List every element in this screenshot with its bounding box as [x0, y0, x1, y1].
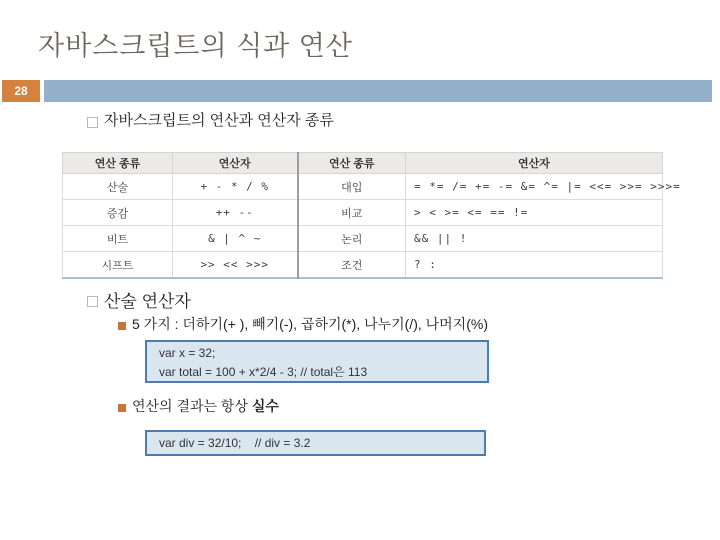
cell-operators: ++ --: [173, 200, 298, 226]
page-number-badge: 28: [2, 80, 40, 102]
code-box-div: [145, 430, 486, 456]
bullet-operator-types: 자바스크립트의 연산과 연산자 종류: [104, 112, 334, 129]
col-header-operation-type-left: 연산 종류: [63, 153, 173, 174]
level2-bullet-icon: [118, 322, 126, 330]
level1-bullet-icon: [87, 117, 98, 128]
bullet-five-kinds: 5 가지 : 더하기(+ ), 빼기(-), 곱하기(*), 나누기(/), 나머지(%): [132, 316, 488, 332]
code-box-total: [145, 340, 489, 383]
operator-table: [62, 152, 681, 279]
cell-type: 비교: [298, 200, 406, 226]
table-row: [63, 226, 663, 252]
table-row: [63, 200, 663, 226]
code-line: var total = 100 + x*2/4 - 3; // total은 113: [159, 365, 368, 379]
cell-type: 논리: [298, 226, 406, 252]
bullet-result-real-number: [132, 396, 279, 416]
code-line: var div = 32/10; // div = 3.2: [159, 436, 311, 450]
cell-operators: >> << >>>: [173, 252, 298, 279]
bullet-arithmetic-operators: 산술 연산자: [104, 292, 191, 311]
bullet-text-prefix: 연산의 결과는 항상: [132, 398, 252, 414]
table-header-row: [63, 153, 663, 174]
cell-operators: > < >= <= == !=: [406, 200, 663, 226]
col-header-operation-type-right: 연산 종류: [298, 153, 406, 174]
cell-type: 비트: [63, 226, 173, 252]
cell-operators: && || !: [406, 226, 663, 252]
cell-operators: + - * / %: [173, 174, 298, 200]
cell-type: 조건: [298, 252, 406, 279]
col-header-operator-left: 연산자: [173, 153, 298, 174]
cell-operators: = *= /= += -= &= ^= |= <<= >>= >>>=: [406, 174, 663, 200]
table-row: [63, 252, 663, 279]
col-header-operator-right: 연산자: [406, 153, 663, 174]
header-bar: [44, 80, 712, 102]
cell-type: 대입: [298, 174, 406, 200]
level1-bullet-icon: [87, 296, 98, 307]
table-row: [63, 174, 663, 200]
cell-type: 산술: [63, 174, 173, 200]
cell-operators: ? :: [406, 252, 663, 279]
cell-operators: & | ^ ~: [173, 226, 298, 252]
cell-type: 시프트: [63, 252, 173, 279]
level2-bullet-icon: [118, 404, 126, 412]
cell-type: 증감: [63, 200, 173, 226]
bullet-text-bold: 실수: [251, 398, 279, 414]
code-line: var x = 32;: [159, 346, 216, 360]
page-title: 자바스크립트의 식과 연산: [38, 31, 353, 61]
